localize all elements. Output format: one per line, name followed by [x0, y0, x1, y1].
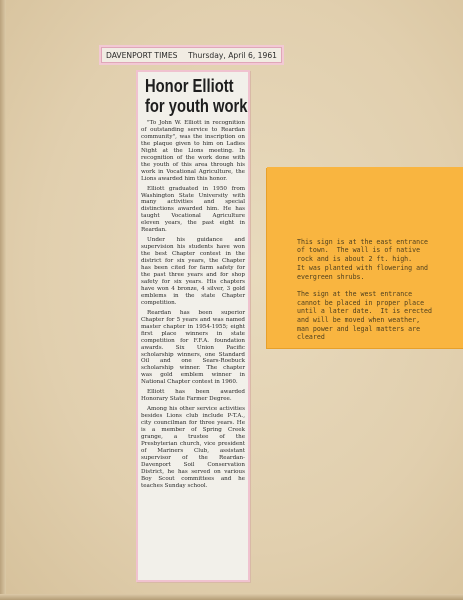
article-headline — [145, 76, 248, 116]
newspaper-masthead — [101, 47, 282, 63]
note-line: man power and legal matters are — [297, 324, 421, 333]
sign-description-note — [267, 167, 463, 348]
note-text — [297, 229, 459, 360]
article-paragraph-3: Under his guidance and supervision his students have won the best Chapter contest in the district for six years, the Chapter has been cited for farm safety for the past three years and for shop safety for six years. His chapters have won 4 bronze, 4 silver, 3 gold emblems in the state Chapter competition. — [141, 237, 245, 306]
note-line: of town. The wall is of native — [297, 246, 421, 255]
note-line: cannot be placed in proper place — [297, 298, 425, 307]
note-line: evergreen shrubs. — [297, 272, 365, 281]
note-line: It was planted with flowering and — [297, 263, 429, 272]
article-paragraph-5: Elliott has been awarded Honorary State Farmer Degree. — [141, 389, 245, 403]
note-line: The sign at the west entrance — [297, 289, 413, 298]
note-line: This sign is at the east entrance — [297, 237, 429, 246]
note-line: cleared — [297, 333, 325, 342]
article-paragraph-4: Reardan has been superior Chapter for 5 years and was named master chapter in 1954-1955; eight first place winners in state competition for F.F.A. foundation awards. Six Union Pacific scholarship winners, one Standard Oil and one Sears-Roebuck scholarship winner. The chapter was gold emblem winner in National Chapter contest in 1960. — [141, 309, 245, 386]
article-paragraph-6: Among his other service activities besides Lions club include P-T.A., city councilman for three years. He is a member of Spring Creek grange, a trustee of the Presbyterian church, vice president of Mariners Club, assistant supervisor of the Reardan-Davenport Soil Conservation District, he has served on various Boy Scout committees and he teaches Sunday school. — [141, 406, 245, 489]
newspaper-date: Thursday, April 6, 1961 — [188, 50, 277, 60]
article-paragraph-2: Elliott graduated in 1950 from Washington State University with many activities and special distinctions awarded him. He has taught Vocational Agriculture eleven years, the past eight in Reardan. — [141, 185, 245, 234]
note-line: until a later date. It is erected — [297, 307, 432, 316]
article-body — [141, 120, 245, 490]
headline-line-2: for youth work — [145, 96, 248, 116]
note-line: rock and is about 2 ft. high. — [297, 255, 413, 264]
newspaper-clipping — [136, 70, 250, 582]
page-binding-edge — [0, 0, 6, 600]
note-line — [297, 281, 459, 290]
article-paragraph-1: "To John W. Elliott in recognition of outstanding service to Reardan community", was the inscription on the plaque given to him on Ladies Night at the Lions meeting. In recognition of the work done with the youth of this area through his work in Vocational Agriculture, the Lions awarded him this honor. — [141, 120, 245, 182]
page-bottom-edge — [0, 594, 463, 600]
note-line: and will be moved when weather, — [297, 316, 421, 325]
headline-line-1: Honor Elliott — [145, 76, 234, 96]
newspaper-name: DAVENPORT TIMES — [106, 50, 178, 60]
